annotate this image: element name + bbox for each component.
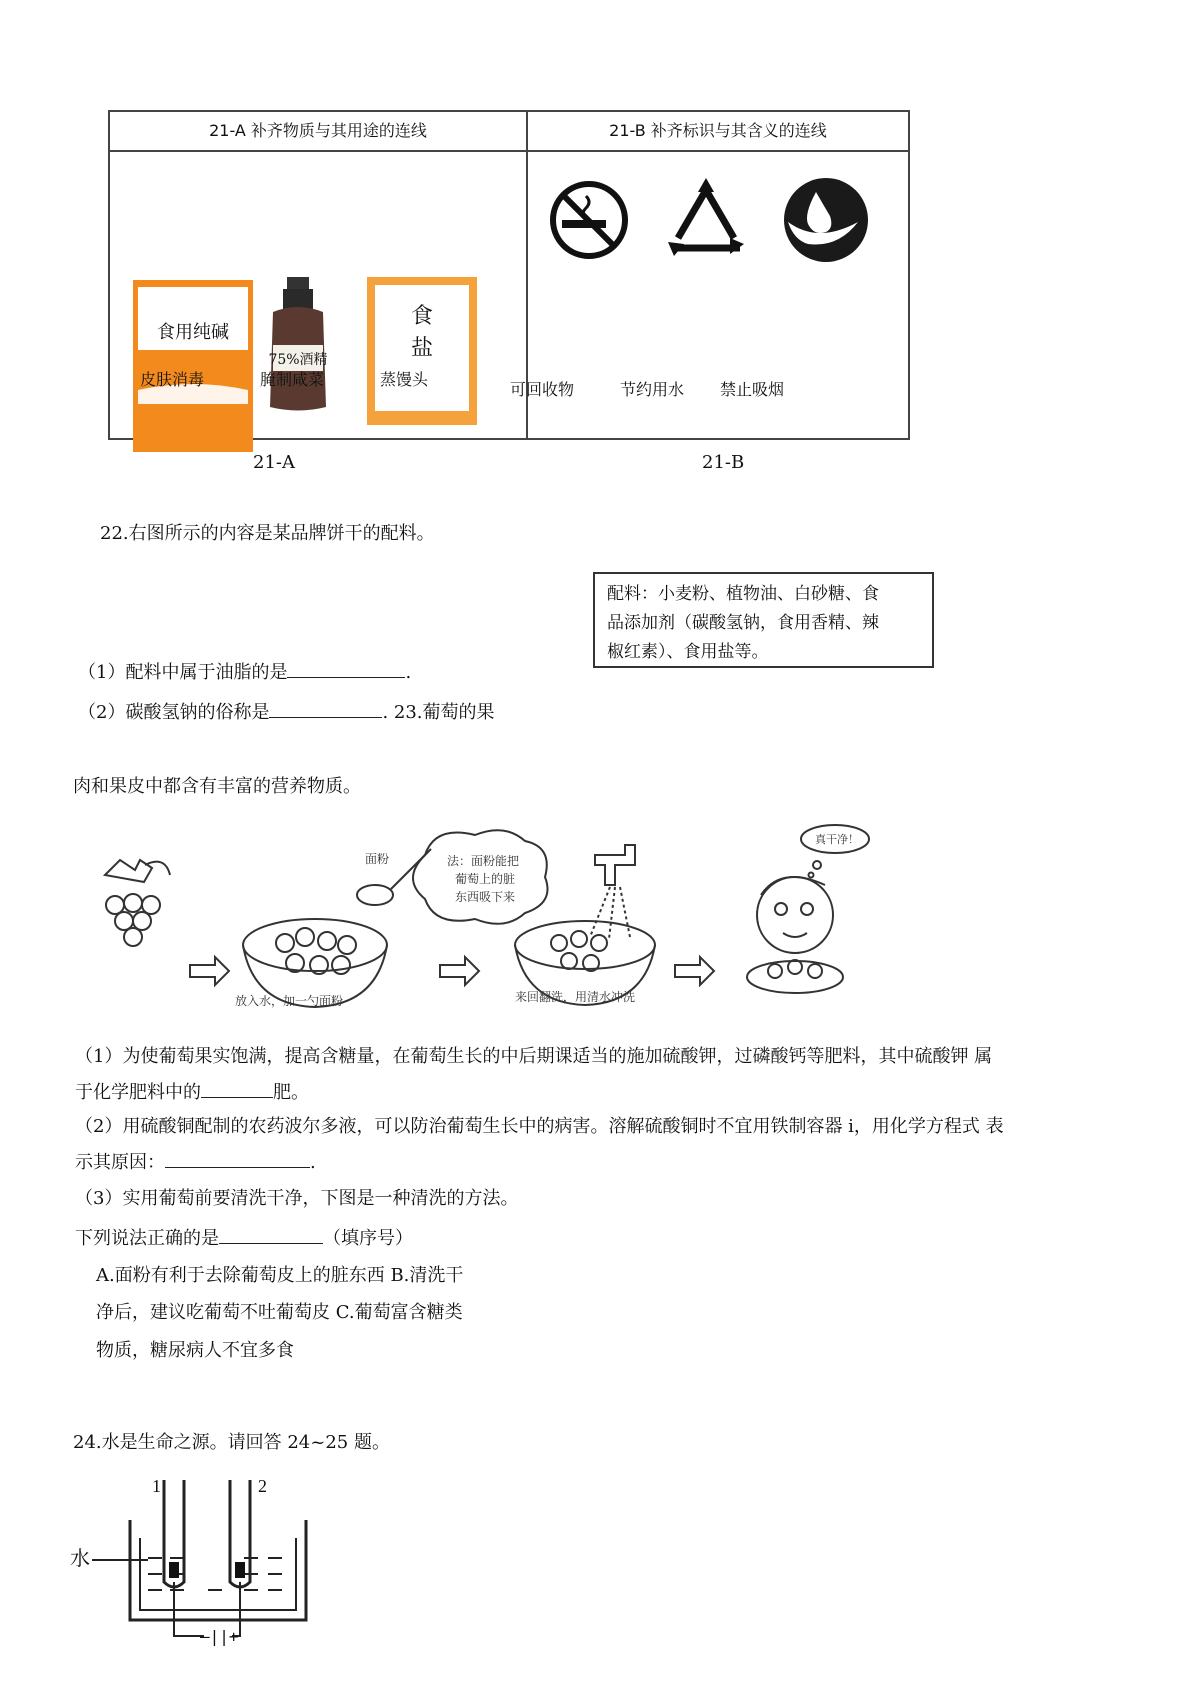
battery-icon: –||+ [200,1627,239,1646]
q23-part2-line1: （2）用硫酸铜配制的农药波尔多液，可以防治葡萄生长中的病害。溶解硫酸铜时不宜用铁制容器 i，用化学方程式 表 [75,1116,1004,1137]
q23-part2-blank[interactable] [165,1149,310,1168]
thought-text: 真干净！ [815,833,859,846]
q22-part1-end: . [405,662,412,683]
tube-2-label: 2 [258,1476,267,1496]
salt-bag-icon [367,277,477,425]
ingredient-line-3: 椒红素）、食用盐等。 [607,642,769,662]
q23-part4-text: 下列说法正确的是 [75,1228,219,1249]
no-smoking-icon [553,184,625,256]
q22-part1-blank[interactable] [287,659,405,678]
figure-21 [108,110,910,440]
use-steam-bun: 蒸馒头 [380,370,429,389]
ingredient-box [593,572,934,668]
substance-pictures [110,152,526,368]
soda-bag-icon [133,280,253,452]
q23-part4-blank[interactable] [219,1225,323,1244]
q23-part4-end: （填序号） [323,1228,413,1249]
water-label: 水 [70,1546,90,1570]
q23-options-line1: A.面粉有利于去除葡萄皮上的脏东西 B.清洗干 [96,1265,464,1286]
salt-label-1: 食 [410,304,434,329]
faucet-icon [590,845,635,939]
recycle-icon [668,178,744,256]
q23-part1-line2-text: 于化学肥料中的 [75,1082,201,1103]
method-line-3: 东西吸下来 [455,890,516,904]
water-saving-icon [784,178,868,262]
q23-stem: 肉和果皮中都含有丰富的营养物质。 [73,776,361,797]
meaning-save-water: 节约用水 [620,380,685,399]
grapes-icon [105,860,170,946]
caption-21a: 21-A [253,452,295,473]
method-line-1: 法：面粉能把 [447,854,520,868]
grape-washing-illustration [75,825,875,1015]
flour-label: 面粉 [365,852,390,866]
meaning-recyclable: 可回收物 [510,380,575,399]
q22-part1-text: （1）配料中属于油脂的是 [78,662,288,683]
q22-part2-text: （2）碳酸氢钠的俗称是 [78,702,270,723]
meaning-no-smoking: 禁止吸烟 [720,380,785,399]
step1-caption: 放入水，加一勺面粉 [235,994,344,1008]
ingredient-line-2: 品添加剂（碳酸氢钠，食用香精、辣 [607,613,879,633]
use-disinfect: 皮肤消毒 [140,370,205,389]
header-21b: 21-B 补齐标识与其含义的连线 [528,112,908,152]
q23-part2-line2 [75,1149,316,1175]
tube-1-label: 1 [152,1476,161,1496]
caption-21b: 21-B [702,452,745,473]
sign-pictures [528,152,908,352]
q22-stem: 22.右图所示的内容是某品牌饼干的配料。 [100,523,435,544]
q22-part2-end: . 23.葡萄的果 [382,702,495,723]
q23-part1-line1: （1）为使葡萄果实饱满，提高含糖量，在葡萄生长的中后期课适当的施加硫酸钾，过磷酸钙等肥料，其中硫酸钾 属 [75,1046,993,1067]
q23-options-line3: 物质，糖尿病人不宜多食 [96,1340,294,1361]
q23-part2-line2-text: 示其原因： [75,1152,165,1173]
salt-label-2: 盐 [410,336,434,361]
q23-options-line2: 净后，建议吃葡萄不吐葡萄皮 C.葡萄富含糖类 [96,1302,463,1323]
q22-part2 [78,699,495,725]
soda-label: 食用纯碱 [157,322,229,343]
step2-caption: 来回翻洗，用清水冲洗 [515,990,636,1004]
electrode-2 [235,1562,245,1578]
child-eating-icon [747,877,843,993]
ingredient-line-1: 配料：小麦粉、植物油、白砂糖、食 [607,584,879,604]
alcohol-bottle-icon [268,277,327,411]
q22-part2-blank[interactable] [269,699,382,718]
alcohol-label: 75%酒精 [268,352,328,368]
q23-part1-blank[interactable] [201,1079,273,1098]
electrolysis-apparatus [68,1470,328,1650]
header-21a: 21-A 补齐物质与其用途的连线 [110,112,528,152]
q23-part4 [75,1225,413,1251]
electrode-1 [169,1562,179,1578]
q23-part2-line2-end: . [310,1152,316,1173]
q23-part1-line2 [75,1079,309,1105]
q23-part3: （3）实用葡萄前要清洗干净，下图是一种清洗的方法。 [75,1188,519,1209]
method-line-2: 葡萄上的脏 [455,872,516,886]
use-pickle: 腌制咸菜 [260,370,325,389]
q24-stem: 24.水是生命之源。请回答 24~25 题。 [73,1432,390,1453]
q23-part1-line2-end: 肥。 [273,1082,309,1103]
trough-icon [130,1520,306,1620]
q22-part1 [78,659,411,685]
